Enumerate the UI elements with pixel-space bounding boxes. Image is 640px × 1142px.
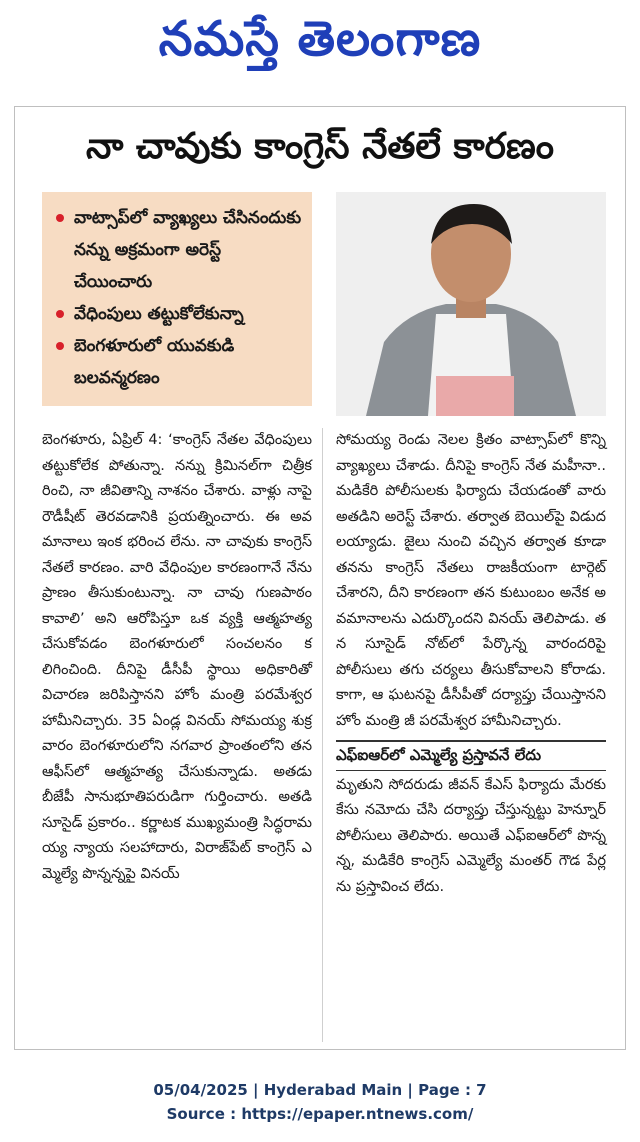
highlight-text: బెంగళూరులో యువకుడి బలవన్మరణం <box>74 336 235 388</box>
column-divider <box>322 428 323 1042</box>
highlight-text: వేధింపులు తట్టుకోలేకున్నా <box>74 304 244 324</box>
highlight-item <box>56 330 302 394</box>
headline: నా చావుకు కాంగ్రెస్‌ నేతలే కారణం <box>86 126 554 167</box>
bullet-icon <box>56 342 64 350</box>
person-photo <box>336 192 606 416</box>
article-column-left <box>42 428 312 1058</box>
article-column-right <box>336 428 606 1058</box>
article-paragraph: సోమయ్య రెండు నెలల క్రితం వాట్సాప్‌లో కొన్ని వ్యాఖ్యలు చేశాడు. దీనిపై కాంగ్రెస్‌ నేత మహీనా.. మడికేరి పోలీసులకు ఫిర్యాదు చేయడంతో వారు అతడిని అరెస్ట్‌ చేశారు. తర్వాత బెయిల్‌పై విడుదలయ్యాడు. జైలు నుంచి వచ్చిన తర్వాత కూడా తనను కాంగ్రెస్‌ నేతలు రాజకీయంగా టార్గెట్‌ చేశారని, దీని కారణంగా తన కుటుంబం అనేక అవమానాలను ఎదుర్కొందని వినయ్‌ తెలిపాడు. తన సూసైడ్‌ నోట్‌లో పేర్కొన్న వారందరిపై పోలీసులు తగు చర్యలు తీసుకోవాలని కోరాడు. కాగా, ఆ ఘటనపై డీసీపీతో దర్యాప్తు చేయిస్తానని హోం మంత్రి జీ పరమేశ్వర హామీనిచ్చారు. <box>336 432 606 729</box>
highlights-box <box>42 192 312 406</box>
person-photo-illustration <box>336 192 606 416</box>
footer-date-line: 05/04/2025 | Hyderabad Main | Page : 7 <box>153 1081 487 1099</box>
masthead <box>0 0 640 78</box>
bullet-icon <box>56 310 64 318</box>
footer-source-line: Source : https://epaper.ntnews.com/ <box>166 1105 474 1123</box>
highlight-item <box>56 202 302 298</box>
highlight-item <box>56 298 302 330</box>
article-paragraph: మృతుని సోదరుడు జీవన్‌ కేఎస్‌ ఫిర్యాదు మేరకు కేసు నమోదు చేసి దర్యాప్తు చేస్తున్నట్టు హెన్నూర్‌ పోలీసులు తెలిపారు. అయితే ఎఫ్‌ఐఆర్‌లో పొన్నన్న, మడికేరి కాంగ్రెస్‌ ఎమ్మెల్యే మంతర్‌ గౌడ పేర్లను ప్రస్తావించ లేదు. <box>336 776 606 895</box>
subheading: ఎఫ్‌ఐఆర్‌లో ఎమ్మెల్యే ప్రస్తావనే లేదు <box>336 740 606 771</box>
article-paragraph: బెంగళూరు, ఏప్రిల్‌ 4: ‘కాంగ్రెస్‌ నేతల వేధింపులు తట్టుకోలేక పోతున్నా. నన్ను క్రిమినల్‌గా చిత్రీకరించి, నా జీవితాన్ని నాశనం చేశారు. వాళ్లు నాపై రౌడీషీట్‌ తెరవడానికి ప్రయత్నించారు. ఈ అవమానాలు ఇంక భరించ లేను. నా చావుకు కాంగ్రెస్‌ నేతలే కారణం. వారి వేధింపుల కారణంగానే నేను ప్రాణం తీసుకుంటున్నా. నా చావు గుణపాఠం కావాలి’ అని ఆరోపిస్తూ ఒక వ్యక్తి ఆత్మహత్య చేసుకోవడం బెంగళూరులో సంచలనం కలిగించింది. దీనిపై డీసీపీ స్థాయి అధికారితో విచారణ జరిపిస్తానని హోం మంత్రి పరమేశ్వర హామీనిచ్చారు. 35 ఏండ్ల వినయ్‌ సోమయ్య శుక్రవారం బెంగళూరులోని నగవార ప్రాంతంలోని తన ఆఫీస్‌లో ఆత్మహత్య చేసుకున్నాడు. అతడు బీజేపీ సానుభూతిపరుడిగా గుర్తించారు. అతడి సూసైడ్‌ ప్రకారం.. కర్ణాటక ముఖ్యమంత్రి సిద్ధరామయ్య న్యాయ సలహాదారు, విరాజ్‌పేట్‌ కాంగ్రెస్‌ ఎమ్మెల్యే పొన్నన్నపై వినయ్‌ <box>42 432 312 882</box>
source-footer <box>0 1078 640 1126</box>
masthead-title: నమస్తే తెలంగాణ <box>158 11 482 67</box>
bullet-icon <box>56 214 64 222</box>
highlight-text: వాట్సాప్‌లో వ్యాఖ్యలు చేసినందుకు నన్ను అక్రమంగా అరెస్ట్‌ చేయించారు <box>74 208 302 292</box>
